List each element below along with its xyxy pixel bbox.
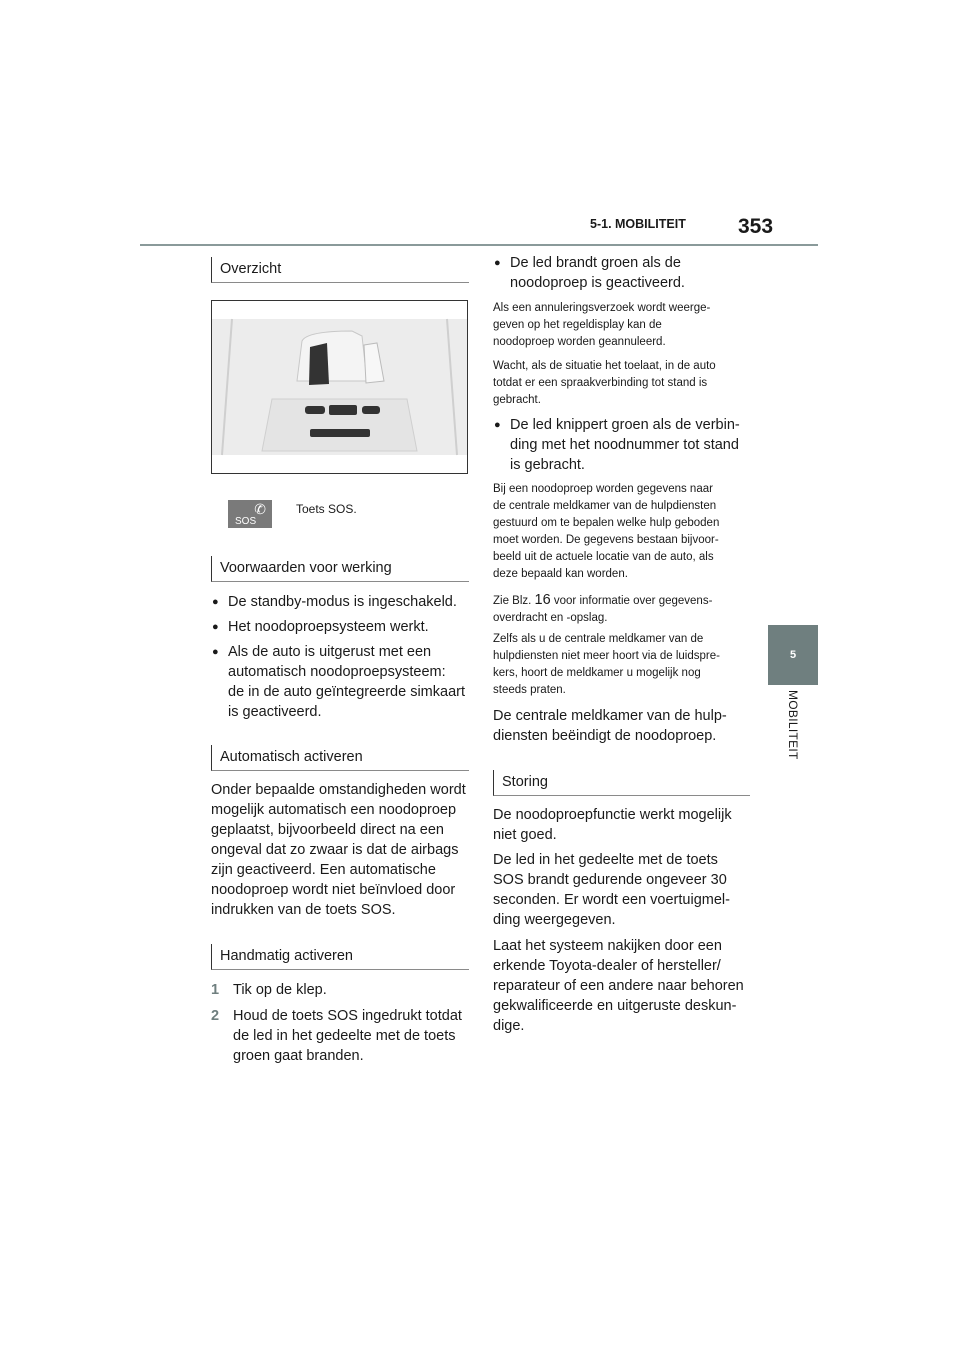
bullet-item: ● Als de auto is uitgerust met een automatisch noodoproepsysteem: de in de auto geïntegreerde simkaart is geactiveerd. (212, 642, 465, 722)
note-paragraph: Bij een noodoproep worden gegevens naar de centrale meldkamer van de hulpdiensten gestuurd om te bepalen welke hulp geboden moet worden. De gegevens bestaan bijvoor- beeld uit de actuele locatie van de auto, als deze bepaald kan worden. (493, 483, 720, 580)
step-1: 1 Tik op de klep. (211, 982, 327, 998)
bullet-item: ● De standby-modus is ingeschakeld. (212, 592, 457, 612)
page-link[interactable]: 16 (534, 592, 551, 608)
chapter-title: 5-1. MOBILITEIT (590, 217, 686, 231)
note-paragraph: Als een annuleringsverzoek wordt weerge- geven op het regeldisplay kan de noodoproep worden geannuleerd. (493, 302, 711, 348)
sos-caption: Toets SOS. (296, 502, 357, 516)
note-paragraph: Zie Blz. 16 voor informatie over gegevens- overdracht en -opslag. (493, 592, 713, 624)
note-paragraph: Zelfs als u de centrale meldkamer van de hulpdiensten niet meer hoort via de luidspre- kers, hoort de meldkamer u mogelijk nog steeds praten. (493, 633, 720, 696)
page-number: 353 (738, 215, 774, 238)
paragraph: Laat het systeem nakijken door een erkende Toyota-dealer of hersteller/ reparateur of een andere naar behoren gekwalificeerde en uitgeruste deskun- dige. (493, 938, 744, 1034)
heading-handmatig: Handmatig activeren (211, 944, 469, 970)
paragraph-automatisch: Onder bepaalde omstandigheden wordt mogelijk automatisch een noodoproep geplaatst, bijvoorbeeld direct na een ongeval dat zo zwaar is dat de airbags zijn geactiveerd. Een automatische noodoproep wordt niet beïnvloed door indrukken van de toets SOS. (211, 782, 466, 918)
bullet-item: ● De led knippert groen als de verbin- ding met het noodnummer tot stand is gebracht. (494, 415, 740, 475)
note-paragraph: Wacht, als de situatie het toelaat, in de auto totdat er een spraakverbinding tot stand is gebracht. (493, 360, 716, 406)
paragraph: De centrale meldkamer van de hulp- diensten beëindigt de noodoproep. (493, 708, 727, 744)
paragraph: De led in het gedeelte met de toets SOS brandt gedurende ongeveer 30 seconden. Er wordt een voertuigmel- ding weergegeven. (493, 852, 730, 928)
sos-icon: ✆ SOS (228, 500, 272, 528)
step-2: 2 Houd de toets SOS ingedrukt totdat de led in het gedeelte met de toets groen gaat branden. (211, 1008, 462, 1064)
heading-automatisch: Automatisch activeren (211, 745, 469, 771)
paragraph: De noodoproepfunctie werkt mogelijk niet goed. (493, 807, 732, 843)
heading-voorwaarden: Voorwaarden voor werking (211, 556, 469, 582)
chapter-tab (768, 625, 818, 685)
bullet-item: ● Het noodoproepsysteem werkt. (212, 617, 429, 637)
chapter-tab-number: 5 (789, 649, 797, 661)
sos-button (309, 343, 329, 385)
heading-storing: Storing (493, 770, 750, 796)
bullet-item: ● De led brandt groen als de noodoproep is geactiveerd. (494, 253, 685, 293)
heading-overzicht: Overzicht (211, 257, 469, 283)
overhead-console-illustration (211, 300, 468, 474)
chapter-tab-label: MOBILITEIT (786, 690, 800, 760)
header-divider (140, 244, 818, 246)
